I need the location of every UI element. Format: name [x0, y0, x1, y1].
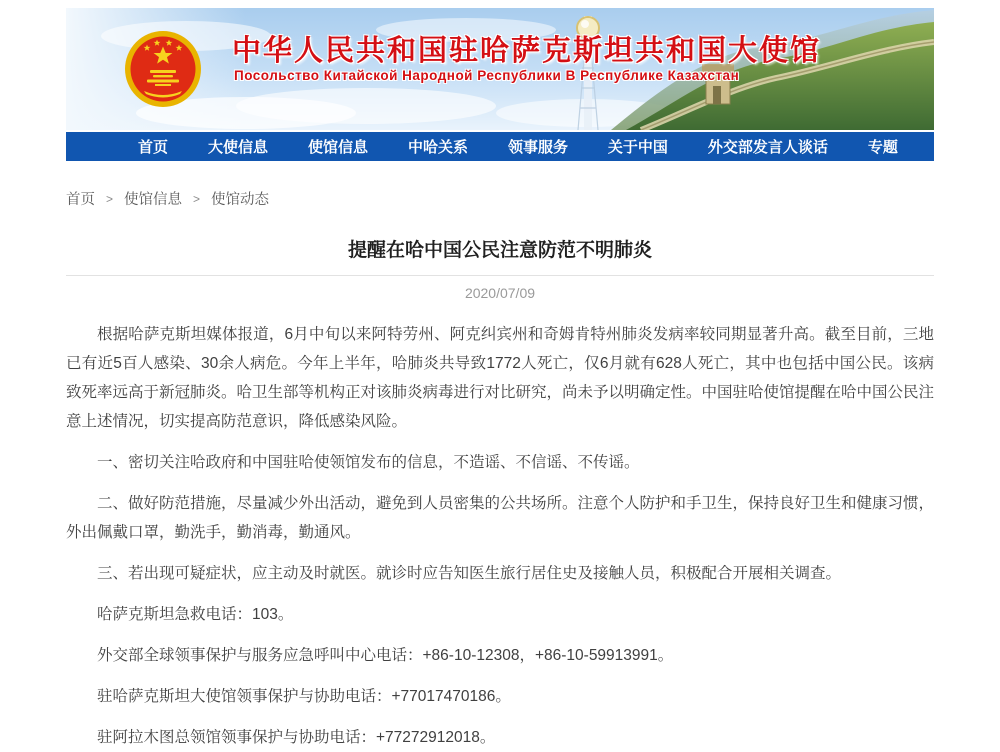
article-paragraph: 三、若出现可疑症状，应主动及时就医。就诊时应告知医生旅行居住史及接触人员，积极配合开展相关调查。 [97, 565, 842, 582]
banner-title-russian: Посольство Китайской Народной Республики В Республике Казахстан [234, 68, 740, 83]
article-body [66, 320, 934, 752]
breadcrumb-separator-icon: > [193, 191, 201, 206]
article-paragraph: 一、密切关注哈政府和中国驻哈使领馆发布的信息，不造谣、不信谣、不传谣。 [97, 454, 640, 471]
breadcrumb-embassy-info[interactable]: 使馆信息 [124, 192, 183, 208]
article-title: 提醒在哈中国公民注意防范不明肺炎 [347, 240, 652, 261]
nav-item-ambassador[interactable]: 大使信息 [207, 139, 268, 156]
article-paragraph: 哈萨克斯坦急救电话：103。 [97, 606, 294, 623]
article-paragraph: 根据哈萨克斯坦媒体报道，6月中旬以来阿特劳州、阿克纠宾州和奇姆肯特州肺炎发病率较同期显著升高。截至目前，三地已有近5百人感染、30余人病危。今年上半年，哈肺炎共导致1772人死亡，仅6月就有628人死亡，其中也包括中国公民。该病致死率远高于新冠肺炎。哈卫生部等机构正对该肺炎病毒进行对比研究，尚未予以明确定性。中国驻哈使馆提醒在哈中国公民注意上述情况，切实提高防范意识，降低感染风险。 [66, 326, 935, 430]
article-paragraph: 驻阿拉木图总领馆领事保护与协助电话：+77272912018。 [97, 729, 496, 746]
nav-item-home[interactable]: 首页 [138, 139, 169, 156]
china-national-emblem-icon [125, 31, 201, 107]
nav-item-special-topics[interactable]: 专题 [867, 139, 898, 156]
nav-item-mfa-spokesperson[interactable]: 外交部发言人谈话 [707, 139, 828, 156]
article-paragraph: 二、做好防范措施，尽量减少外出活动，避免到人员密集的公共场所。注意个人防护和手卫生，保持良好卫生和健康习惯，外出佩戴口罩，勤洗手，勤消毒，勤通风。 [66, 495, 935, 541]
breadcrumb-home[interactable]: 首页 [66, 192, 95, 208]
nav-item-about-china[interactable]: 关于中国 [607, 139, 668, 156]
banner-title-chinese: 中华人民共和国驻哈萨克斯坦共和国大使馆 [232, 35, 822, 67]
site-banner [66, 8, 934, 130]
nav-item-consular-services[interactable]: 领事服务 [507, 139, 568, 156]
breadcrumb [66, 188, 934, 209]
article-date: 2020/07/09 [464, 285, 536, 301]
nav-item-china-kazakhstan-relations[interactable]: 中哈关系 [407, 139, 468, 156]
article-paragraph: 外交部全球领事保护与服务应急呼叫中心电话：+86-10-12308，+86-10-59913991。 [97, 647, 674, 664]
title-divider [66, 275, 934, 276]
breadcrumb-separator-icon: > [106, 191, 114, 206]
article-paragraph: 驻哈萨克斯坦大使馆领事保护与协助电话：+77017470186。 [97, 688, 511, 705]
breadcrumb-embassy-news[interactable]: 使馆动态 [211, 192, 270, 208]
page-container [66, 0, 934, 752]
main-navigation [66, 132, 934, 161]
nav-item-embassy-info[interactable]: 使馆信息 [307, 139, 368, 156]
